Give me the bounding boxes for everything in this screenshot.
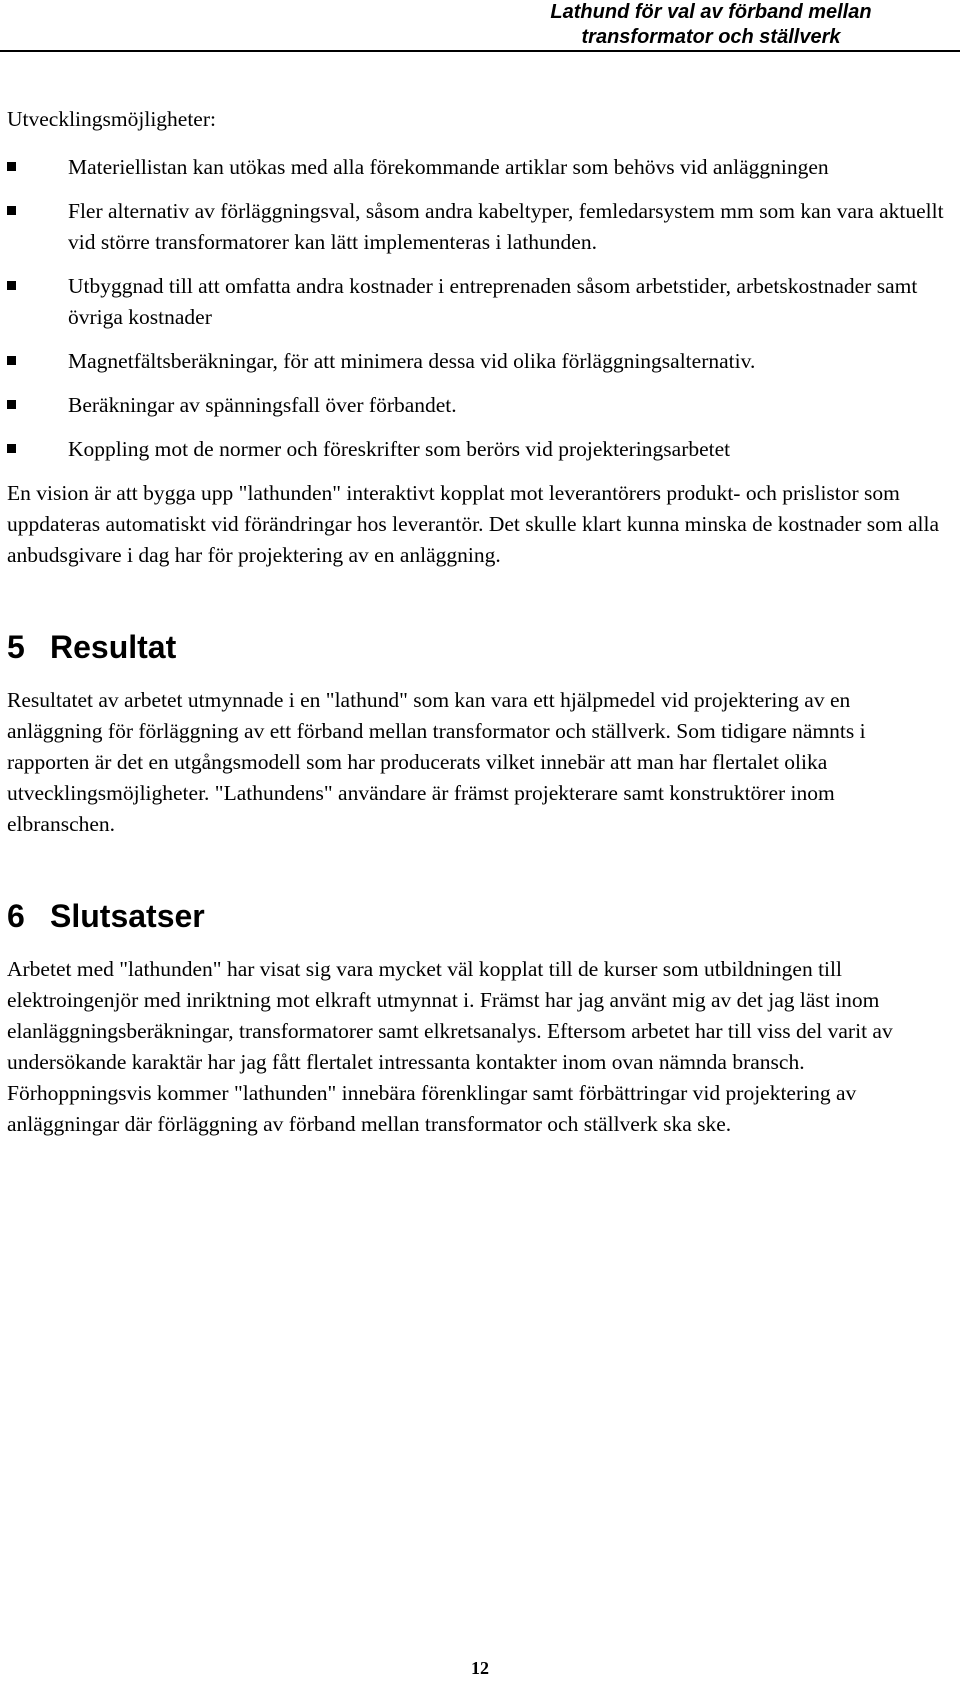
development-heading: Utvecklingsmöjligheter: bbox=[7, 107, 216, 131]
header-divider bbox=[0, 50, 960, 52]
list-item-text: Koppling mot de normer och föreskrifter som berörs vid projekteringsarbetet bbox=[68, 437, 731, 461]
square-bullet-icon bbox=[7, 444, 16, 453]
square-bullet-icon bbox=[7, 206, 16, 215]
square-bullet-icon bbox=[7, 400, 16, 409]
running-header bbox=[501, 0, 921, 50]
list-item bbox=[7, 196, 947, 258]
section-heading-resultat bbox=[7, 627, 947, 667]
list-item bbox=[7, 346, 947, 377]
page-body bbox=[7, 104, 947, 1140]
square-bullet-icon bbox=[7, 162, 16, 171]
list-item-text: Materiellistan kan utökas med alla förekommande artiklar som behövs vid anläggningen bbox=[68, 155, 829, 179]
list-item-text: Fler alternativ av förläggningsval, såsom andra kabeltyper, femledarsystem mm som kan vara aktuellt vid större transformatorer kan lätt implementeras i lathunden. bbox=[68, 199, 944, 254]
list-item-text: Magnetfältsberäkningar, för att minimera dessa vid olika förläggningsalternativ. bbox=[68, 349, 756, 373]
page-number: 12 bbox=[471, 1658, 489, 1678]
vision-paragraph: En vision är att bygga upp "lathunden" interaktivt kopplat mot leverantörers produkt- och prislistor som uppdateras automatiskt vid förändringar hos leverantör. Det skulle klart kunna minska de kostnader som alla anbudsgivare i dag har för projektering av en anläggning. bbox=[7, 481, 940, 567]
list-item-text: Beräkningar av spänningsfall över förbandet. bbox=[68, 393, 457, 417]
resultat-paragraph: Resultatet av arbetet utmynnade i en "lathund" som kan vara ett hjälpmedel vid projektering av en anläggning för förläggning av ett förband mellan transformator och ställverk. Som tidigare nämnts i rapporten är det en utgångsmodell som har producerats vilket innebär att man har flertalet olika utvecklingsmöjligheter. "Lathundens" användare är främst projekterare samt konstruktörer inom elbranschen. bbox=[7, 688, 866, 836]
square-bullet-icon bbox=[7, 281, 16, 290]
section-number: 5 bbox=[7, 629, 25, 665]
section-number: 6 bbox=[7, 898, 25, 934]
list-item bbox=[7, 152, 947, 183]
section-heading-slutsatser bbox=[7, 896, 947, 936]
section-title: Slutsatser bbox=[50, 898, 205, 934]
square-bullet-icon bbox=[7, 356, 16, 365]
running-header-line-1: Lathund för val av förband mellan bbox=[550, 1, 872, 23]
list-item bbox=[7, 390, 947, 421]
section-title: Resultat bbox=[50, 629, 177, 665]
list-item bbox=[7, 434, 947, 465]
development-list bbox=[7, 152, 947, 465]
list-item bbox=[7, 271, 947, 333]
running-header-line-2: transformator och ställverk bbox=[581, 26, 841, 48]
slutsatser-paragraph: Arbetet med "lathunden" har visat sig vara mycket väl kopplat till de kurser som utbildningen till elektroingenjör med inriktning mot elkraft utmynnat i. Främst har jag använt mig av det jag läst inom elanläggningsberäkningar, transformatorer samt elkretsanalys. Eftersom arbetet har till viss del varit av undersökande karaktär har jag fått flertalet intressanta kontakter inom ovan nämnda bransch. Förhoppningsvis kommer "lathunden" innebära förenklingar samt förbättringar vid projektering av anläggningar där förläggning av förband mellan transformator och ställverk ska ske. bbox=[7, 957, 893, 1136]
list-item-text: Utbyggnad till att omfatta andra kostnader i entreprenaden såsom arbetstider, arbetskostnader samt övriga kostnader bbox=[68, 274, 918, 329]
